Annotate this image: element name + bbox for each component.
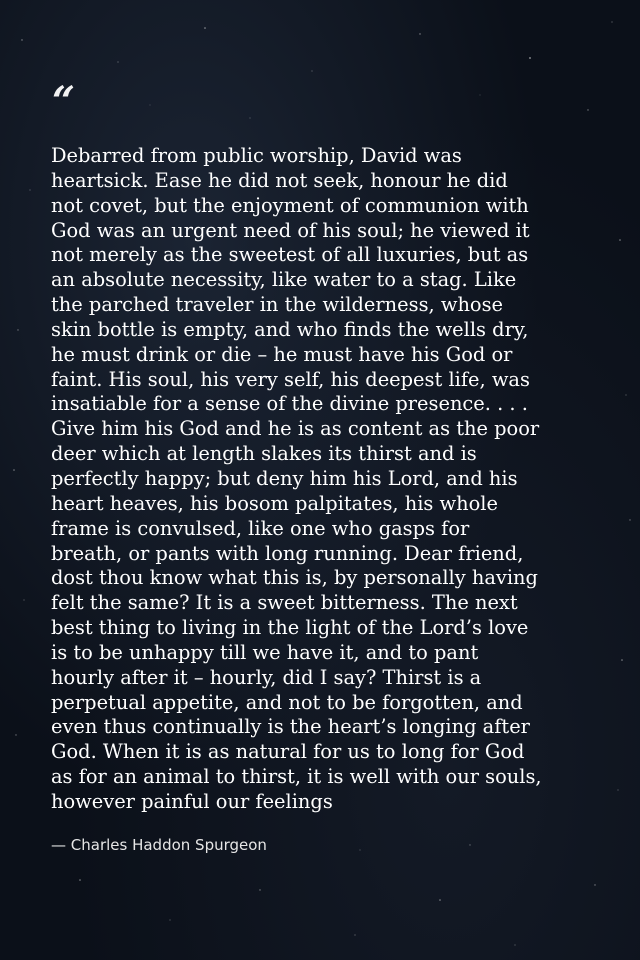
opening-quote-mark: “ — [52, 78, 76, 125]
quote-text: Debarred from public worship, David was heartsick. Ease he did not seek, honour he did not covet, but the enjoyment of communion with God was an urgent need of his soul; he viewed it not merely as the sweetest of all luxuries, but as an absolute necessity, like water to a stag. Like the parched traveler in the wilderness, whose skin bottle is empty, and who finds the wells dry, he must drink or die – he must have his God or faint. His soul, his very self, his deepest life, was insatiable for a sense of the divine presence. . . . Give him his God and he is as content as the poor deer which at length slakes its thirst and is perfectly happy; but deny him his Lord, and his heart heaves, his bosom palpitates, his whole frame is convulsed, like one who gasps for breath, or pants with long running. Dear friend, dost thou know what this is, by personally having felt the same? It is a sweet bitterness. The next best thing to living in the light of the Lord’s love is to be unhappy till we have it, and to pant hourly after it – hourly, did I say? Thirst is a perpetual appetite, and not to be forgotten, and even thus continually is the heart’s longing after God. When it is as natural for us to long for God as for an animal to thirst, it is well with our souls, however painful our feelings — [51, 144, 542, 813]
quote-author: — Charles Haddon Spurgeon — [51, 836, 267, 854]
